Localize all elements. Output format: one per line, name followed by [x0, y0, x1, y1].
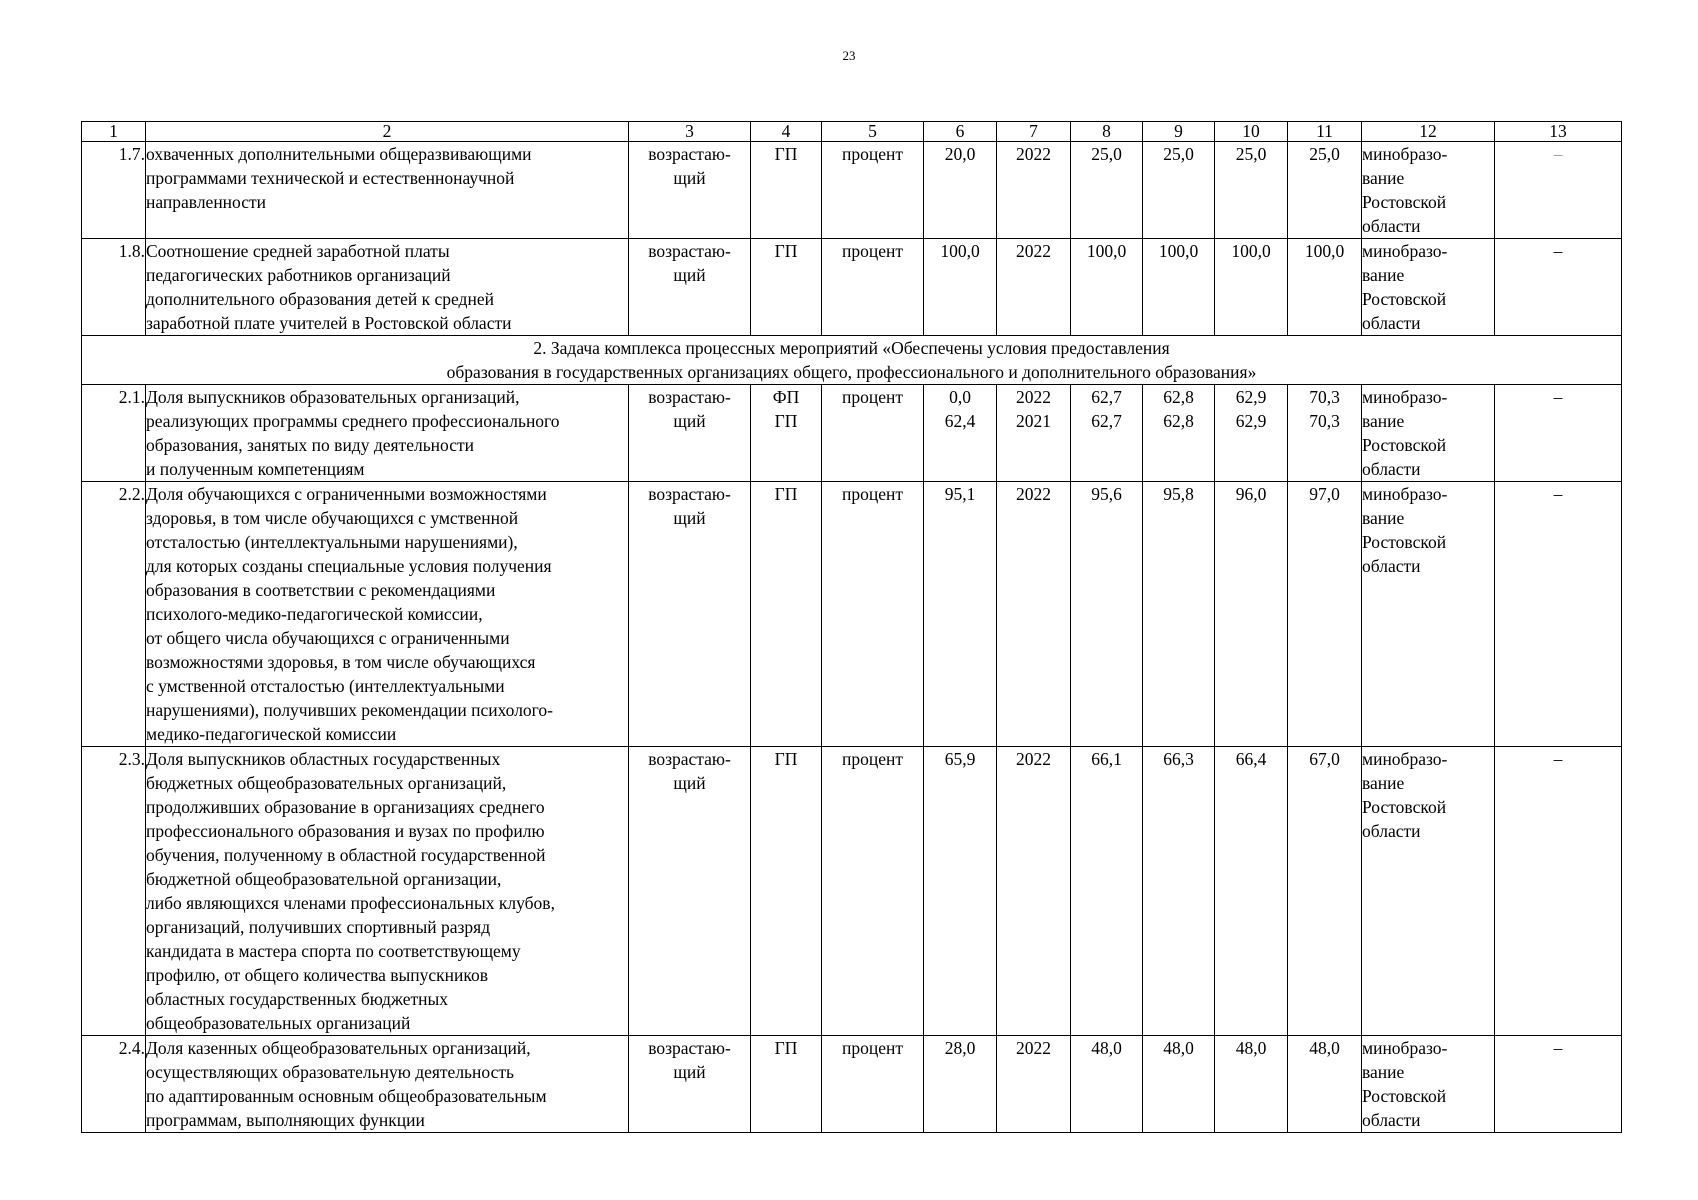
value-line: 2022 — [1016, 387, 1051, 407]
executor-line: вание — [1362, 508, 1405, 528]
value-line: 48,0 — [1091, 1038, 1122, 1058]
executor-cell — [1362, 239, 1495, 336]
trend-line: возрастаю- — [648, 144, 731, 164]
trend-cell — [629, 482, 751, 747]
value-line: 97,0 — [1309, 484, 1340, 504]
indicator-name-line: нарушениями), получивших рекомендации психолого- — [146, 700, 554, 720]
executor-cell — [1362, 142, 1495, 239]
indicator-name-line: обучения, полученному в областной государственной — [146, 845, 546, 865]
indicators-table — [81, 121, 1622, 1133]
indicator-name-line: с умственной отсталостью (интеллектуальными — [146, 676, 505, 696]
indicator-name-line: образования в соответствии с рекомендациями — [146, 580, 496, 600]
trend-line: щий — [673, 168, 706, 188]
value-col-8 — [1071, 142, 1143, 239]
executor-line: минобразо- — [1362, 749, 1448, 769]
value-line: 67,0 — [1309, 749, 1340, 769]
value-col-9 — [1143, 482, 1215, 747]
dash-mark: – — [1553, 144, 1563, 164]
executor-line: области — [1362, 556, 1421, 576]
indicator-name-line: программами технической и естественнонаучной — [146, 168, 515, 188]
indicator-name-line: охваченных дополнительными общеразвивающими — [146, 144, 532, 164]
value-col-9 — [1143, 142, 1215, 239]
value-line: 2022 — [1016, 1038, 1051, 1058]
executor-line: вание — [1362, 168, 1405, 188]
table-body — [82, 122, 1622, 1133]
indicator-number: 2.1. — [82, 385, 146, 482]
executor-cell — [1362, 1036, 1495, 1133]
indicator-name-line: педагогических работников организаций — [146, 265, 451, 285]
note-cell — [1495, 142, 1622, 239]
trend-line: щий — [673, 773, 706, 793]
indicator-name-line: медико-педагогической комиссии — [146, 724, 397, 744]
value-col-8 — [1071, 239, 1143, 336]
value-col-10 — [1215, 482, 1288, 747]
base-value-cell — [924, 385, 997, 482]
indicator-row — [82, 142, 1622, 239]
source-line: ГП — [774, 749, 798, 769]
value-col-8 — [1071, 385, 1143, 482]
unit-cell: процент — [822, 239, 924, 336]
value-line: 95,6 — [1091, 484, 1122, 504]
executor-line: минобразо- — [1362, 1038, 1448, 1058]
dash-mark: – — [1553, 749, 1563, 769]
dash-mark: – — [1553, 387, 1563, 407]
indicator-row — [82, 482, 1622, 747]
column-number-row — [82, 122, 1622, 142]
value-col-8 — [1071, 747, 1143, 1036]
column-number: 7 — [997, 122, 1071, 142]
base-value-cell — [924, 1036, 997, 1133]
unit-cell: процент — [822, 1036, 924, 1133]
trend-line: возрастаю- — [648, 241, 731, 261]
value-line: 62,4 — [944, 411, 976, 431]
indicator-number: 2.2. — [82, 482, 146, 747]
indicator-name-line: бюджетных общеобразовательных организаций, — [146, 773, 507, 793]
column-number: 2 — [146, 122, 629, 142]
source-line: ГП — [774, 241, 798, 261]
trend-cell — [629, 142, 751, 239]
base-value-cell — [924, 142, 997, 239]
source-cell — [751, 385, 822, 482]
value-line: 48,0 — [1309, 1038, 1340, 1058]
executor-line: вание — [1362, 1062, 1405, 1082]
task-title — [82, 336, 1622, 385]
trend-cell — [629, 1036, 751, 1133]
note-cell — [1495, 1036, 1622, 1133]
value-line: 28,0 — [944, 1038, 976, 1058]
value-col-9 — [1143, 747, 1215, 1036]
executor-line: вание — [1362, 411, 1405, 431]
trend-line: возрастаю- — [648, 387, 731, 407]
dash-mark: – — [1553, 241, 1563, 261]
unit-cell: процент — [822, 747, 924, 1036]
value-line: 100,0 — [1304, 241, 1345, 261]
source-cell — [751, 1036, 822, 1133]
value-line: 62,8 — [1163, 411, 1194, 431]
source-line: ГП — [774, 411, 798, 431]
executor-line: Ростовской — [1362, 532, 1447, 552]
indicator-name-line: Доля казенных общеобразовательных организаций, — [146, 1038, 531, 1058]
indicator-number: 2.3. — [82, 747, 146, 1036]
value-line: 70,3 — [1309, 387, 1340, 407]
value-line: 95,1 — [944, 484, 976, 504]
indicator-row — [82, 1036, 1622, 1133]
value-line: 100,0 — [1158, 241, 1199, 261]
column-number: 11 — [1288, 122, 1362, 142]
indicator-name-line: здоровья, в том числе обучающихся с умственной — [146, 508, 519, 528]
indicator-name-line: профилю, от общего количества выпускников — [146, 965, 489, 985]
column-number: 10 — [1215, 122, 1288, 142]
executor-line: области — [1362, 216, 1421, 236]
base-value-cell — [924, 747, 997, 1036]
value-col-9 — [1143, 1036, 1215, 1133]
column-number: 1 — [82, 122, 146, 142]
column-number: 3 — [629, 122, 751, 142]
value-line: 25,0 — [1163, 144, 1194, 164]
indicator-name-line: по адаптированным основным общеобразовательным — [146, 1086, 547, 1106]
indicator-name-line: общеобразовательных организаций — [146, 1013, 411, 1033]
value-line: 48,0 — [1163, 1038, 1194, 1058]
indicator-name-line: программам, выполняющих функции — [146, 1110, 425, 1130]
executor-line: минобразо- — [1362, 387, 1448, 407]
executor-line: области — [1362, 459, 1421, 479]
value-line: 48,0 — [1235, 1038, 1267, 1058]
column-number: 8 — [1071, 122, 1143, 142]
note-cell — [1495, 385, 1622, 482]
base-year-cell — [997, 747, 1071, 1036]
indicator-name-line: заработной плате учителей в Ростовской области — [146, 313, 512, 333]
trend-cell — [629, 747, 751, 1036]
value-line: 100,0 — [940, 241, 980, 261]
indicator-name-line: кандидата в мастера спорта по соответствующему — [146, 941, 521, 961]
indicator-name-line: организаций, получивших спортивный разряд — [146, 917, 491, 937]
indicator-name-line: осуществляющих образовательную деятельность — [146, 1062, 514, 1082]
value-line: 62,7 — [1091, 411, 1122, 431]
executor-line: минобразо- — [1362, 241, 1448, 261]
executor-line: Ростовской — [1362, 1086, 1447, 1106]
indicator-name-line: отсталостью (интеллектуальными нарушениями), — [146, 532, 518, 552]
trend-line: щий — [673, 508, 706, 528]
unit-cell: процент — [822, 385, 924, 482]
value-col-11 — [1288, 239, 1362, 336]
column-number: 5 — [822, 122, 924, 142]
value-line: 95,8 — [1163, 484, 1194, 504]
base-year-cell — [997, 239, 1071, 336]
executor-line: Ростовской — [1362, 289, 1447, 309]
indicator-name — [146, 239, 629, 336]
indicator-name-line: Соотношение средней заработной платы — [146, 241, 450, 261]
indicator-number: 2.4. — [82, 1036, 146, 1133]
value-line: 2021 — [1016, 411, 1051, 431]
value-line: 66,4 — [1235, 749, 1267, 769]
value-line: 0,0 — [949, 387, 971, 407]
indicator-name — [146, 747, 629, 1036]
indicator-name-line: дополнительного образования детей к средней — [146, 289, 494, 309]
indicator-name-line: от общего числа обучающихся с ограниченными — [146, 628, 510, 648]
value-line: 2022 — [1016, 241, 1051, 261]
source-line: ГП — [774, 144, 798, 164]
note-cell — [1495, 239, 1622, 336]
base-value-cell — [924, 239, 997, 336]
trend-line: щий — [673, 265, 706, 285]
value-line: 62,9 — [1235, 387, 1267, 407]
value-col-8 — [1071, 1036, 1143, 1133]
value-col-8 — [1071, 482, 1143, 747]
indicator-name-line: профессионального образования и вузах по профилю — [146, 821, 545, 841]
indicator-row — [82, 239, 1622, 336]
value-col-11 — [1288, 482, 1362, 747]
column-number: 4 — [751, 122, 822, 142]
source-cell — [751, 239, 822, 336]
indicator-name-line: либо являющихся членами профессиональных клубов, — [146, 893, 555, 913]
column-number: 6 — [924, 122, 997, 142]
executor-line: вание — [1362, 265, 1405, 285]
dash-mark: – — [1553, 484, 1563, 504]
indicator-name-line: направленности — [146, 192, 267, 212]
dash-mark: – — [1553, 1038, 1563, 1058]
value-line: 62,7 — [1091, 387, 1122, 407]
value-col-9 — [1143, 385, 1215, 482]
value-col-10 — [1215, 747, 1288, 1036]
trend-cell — [629, 239, 751, 336]
value-col-11 — [1288, 747, 1362, 1036]
executor-line: минобразо- — [1362, 484, 1448, 504]
base-year-cell — [997, 142, 1071, 239]
value-line: 2022 — [1016, 749, 1051, 769]
indicator-name-line: психолого-медико-педагогической комиссии, — [146, 604, 483, 624]
base-value-cell — [924, 482, 997, 747]
indicator-name-line: бюджетной общеобразовательной организации, — [146, 869, 502, 889]
value-line: 2022 — [1016, 144, 1051, 164]
executor-line: области — [1362, 313, 1421, 333]
value-col-11 — [1288, 142, 1362, 239]
source-line: ФП — [772, 387, 800, 407]
column-number: 13 — [1495, 122, 1622, 142]
base-year-cell — [997, 482, 1071, 747]
value-line: 62,9 — [1235, 411, 1267, 431]
indicator-row — [82, 747, 1622, 1036]
value-col-10 — [1215, 1036, 1288, 1133]
trend-line: возрастаю- — [648, 1038, 731, 1058]
value-line: 66,3 — [1163, 749, 1194, 769]
indicator-name-line: Доля обучающихся с ограниченными возможностями — [146, 484, 547, 504]
indicator-name-line: реализующих программы среднего профессионального — [146, 411, 560, 431]
base-year-cell — [997, 385, 1071, 482]
value-col-11 — [1288, 385, 1362, 482]
indicator-name-line: Доля выпускников областных государственных — [146, 749, 501, 769]
indicator-name — [146, 482, 629, 747]
trend-line: возрастаю- — [648, 484, 731, 504]
value-col-9 — [1143, 239, 1215, 336]
value-line: 2022 — [1016, 484, 1051, 504]
indicator-name-line: и полученным компетенциям — [146, 459, 365, 479]
column-number: 12 — [1362, 122, 1495, 142]
trend-line: возрастаю- — [648, 749, 731, 769]
executor-line: Ростовской — [1362, 797, 1447, 817]
value-line: 100,0 — [1231, 241, 1271, 261]
executor-line: области — [1362, 1110, 1421, 1130]
note-cell — [1495, 482, 1622, 747]
indicator-name-line: образования, занятых по виду деятельности — [146, 435, 475, 455]
indicator-name — [146, 385, 629, 482]
value-col-10 — [1215, 142, 1288, 239]
indicator-name — [146, 1036, 629, 1133]
value-col-11 — [1288, 1036, 1362, 1133]
task-title-line: 2. Задача комплекса процессных мероприятий «Обеспечены условия предоставления — [533, 338, 1170, 358]
indicator-name-line: областных государственных бюджетных — [146, 989, 449, 1009]
value-line: 96,0 — [1235, 484, 1267, 504]
indicator-name-line: Доля выпускников образовательных организаций, — [146, 387, 520, 407]
trend-line: щий — [673, 411, 706, 431]
source-cell — [751, 747, 822, 1036]
executor-line: области — [1362, 821, 1421, 841]
indicator-name — [146, 142, 629, 239]
value-line: 25,0 — [1309, 144, 1340, 164]
value-line: 70,3 — [1309, 411, 1340, 431]
source-line: ГП — [774, 1038, 798, 1058]
value-line: 25,0 — [1235, 144, 1267, 164]
unit-cell: процент — [822, 142, 924, 239]
executor-cell — [1362, 385, 1495, 482]
indicator-name-line: возможностями здоровья, в том числе обучающихся — [146, 652, 536, 672]
value-line: 66,1 — [1091, 749, 1122, 769]
source-cell — [751, 482, 822, 747]
indicator-name-line: продолживших образование в организациях среднего — [146, 797, 545, 817]
value-line: 65,9 — [944, 749, 976, 769]
indicator-row — [82, 385, 1622, 482]
executor-line: вание — [1362, 773, 1405, 793]
indicator-number: 1.7. — [82, 142, 146, 239]
value-line: 25,0 — [1091, 144, 1122, 164]
source-line: ГП — [774, 484, 798, 504]
value-line: 62,8 — [1163, 387, 1194, 407]
executor-line: Ростовской — [1362, 192, 1447, 212]
indicator-name-line: для которых созданы специальные условия получения — [146, 556, 552, 576]
executor-line: Ростовской — [1362, 435, 1447, 455]
task-title-line: образования в государственных организациях общего, профессионального и дополнительного образования» — [446, 362, 1257, 382]
value-col-10 — [1215, 239, 1288, 336]
note-cell — [1495, 747, 1622, 1036]
executor-cell — [1362, 482, 1495, 747]
base-year-cell — [997, 1036, 1071, 1133]
source-cell — [751, 142, 822, 239]
value-line: 100,0 — [1086, 241, 1127, 261]
value-col-10 — [1215, 385, 1288, 482]
value-line: 20,0 — [944, 144, 976, 164]
task-header-row — [82, 336, 1622, 385]
unit-cell: процент — [822, 482, 924, 747]
column-number: 9 — [1143, 122, 1215, 142]
executor-cell — [1362, 747, 1495, 1036]
trend-cell — [629, 385, 751, 482]
page-number: 23 — [842, 48, 856, 63]
trend-line: щий — [673, 1062, 706, 1082]
executor-line: минобразо- — [1362, 144, 1448, 164]
indicator-number: 1.8. — [82, 239, 146, 336]
